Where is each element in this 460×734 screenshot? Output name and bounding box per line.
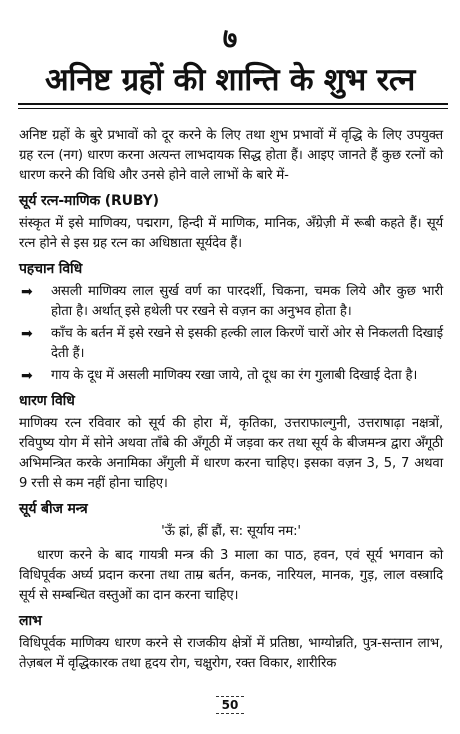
section-heading-surya-ratna: सूर्य रत्न-माणिक (RUBY) — [19, 193, 159, 209]
intro-paragraph: अनिष्ट ग्रहों के बुरे प्रभावों को दूर करने के लिए तथा शुभ प्रभावों में वृद्धि के लिए उपयुक्त ग्रह रत्न (नग) धारण करना अत्यन्त लाभदायक सिद्ध होता हैं। आइए जानते हैं कुछ रत्नों को धारण करने की विधि और उनसे होने वाले लाभों के बारे में- — [19, 128, 443, 183]
page-number-text: 50 — [216, 696, 245, 714]
beej-mantra-paragraph: धारण करने के बाद गायत्री मन्त्र की 3 माला का पाठ, हवन, एवं सूर्य भगवान को विधिपूर्वक अर्घ्य प्रदान करना तथा ताम्र बर्तन, कनक, नारियल, मानक, गुड़, लाल वस्त्रादि सूर्य से सम्बन्धित वस्तुओं का दान करना चाहिए। — [19, 548, 443, 603]
list-item — [21, 282, 443, 322]
chapter-number: ७ — [222, 22, 238, 55]
list-item — [21, 324, 443, 364]
mantra-text: 'ऊँ ह्रां, ह्रीं ह्रौं, स: सूर्याय नम:' — [161, 524, 301, 539]
section-heading-pehchan: पहचान विधि — [19, 261, 83, 277]
title-underline-thin — [18, 108, 448, 109]
arrow-right-icon: ➡ — [21, 368, 33, 384]
pehchan-list — [19, 282, 443, 386]
labh-paragraph: विधिपूर्वक माणिक्य धारण करने से राजकीय क्षेत्रों में प्रतिष्ठा, भाग्योन्नति, पुत्र-सन्तान लाभ, तेज़बल में वृद्धिकारक तथा हृदय रोग, चक्षुरोग, रक्त विकार, शारीरिक — [19, 636, 443, 671]
section-heading-beej-mantra: सूर्य बीज मन्त्र — [19, 501, 88, 517]
page-body — [19, 126, 443, 674]
list-item — [21, 366, 443, 386]
arrow-right-icon: ➡ — [21, 284, 33, 300]
section-heading-labh: लाभ — [19, 613, 42, 629]
surya-ratna-paragraph: संस्कृत में इसे माणिक्य, पद्मराग, हिन्दी में माणिक, मानिक, अँग्रेज़ी में रूबी कहते हैं। सूर्य रत्न होने से इस ग्रह रत्न का अधिष्ठाता सूर्यदेव हैं। — [19, 216, 443, 251]
arrow-right-icon: ➡ — [21, 326, 33, 342]
chapter-title: अनिष्ट ग्रहों की शान्ति के शुभ रत्न — [44, 62, 416, 98]
title-underline-thick — [18, 103, 448, 105]
section-heading-dharan: धारण विधि — [19, 393, 75, 409]
list-item-text: काँच के बर्तन में इसे रखने से इसकी हल्की लाल किरणें चारों ओर से निकलती दिखाई देती हैं। — [51, 326, 443, 361]
page-number — [0, 696, 460, 714]
list-item-text: गाय के दूध में असली माणिक्य रखा जाये, तो दूध का रंग गुलाबी दिखाई देता है। — [51, 368, 418, 383]
dharan-paragraph: माणिक्य रत्न रविवार को सूर्य की होरा में, कृतिका, उत्तराफाल्गुनी, उत्तराषाढ़ा नक्षत्रों, रविपुष्य योग में सोने अथवा ताँबे की अँगूठी में जड़वा कर तथा सूर्य के बीजमन्त्र द्वारा अँगूठी अभिमन्त्रित करके अनामिका अँगुली में धारण करना चाहिए। इसका वज़न 3, 5, 7 अथवा 9 रत्ती से कम नहीं होना चाहिए। — [19, 416, 443, 491]
list-item-text: असली माणिक्य लाल सुर्ख वर्ण का पारदर्शी, चिकना, चमक लिये और कुछ भारी होता है। अर्थात् इसे हथेली पर रखने से वज़न का अनुभव होता है। — [51, 284, 443, 319]
